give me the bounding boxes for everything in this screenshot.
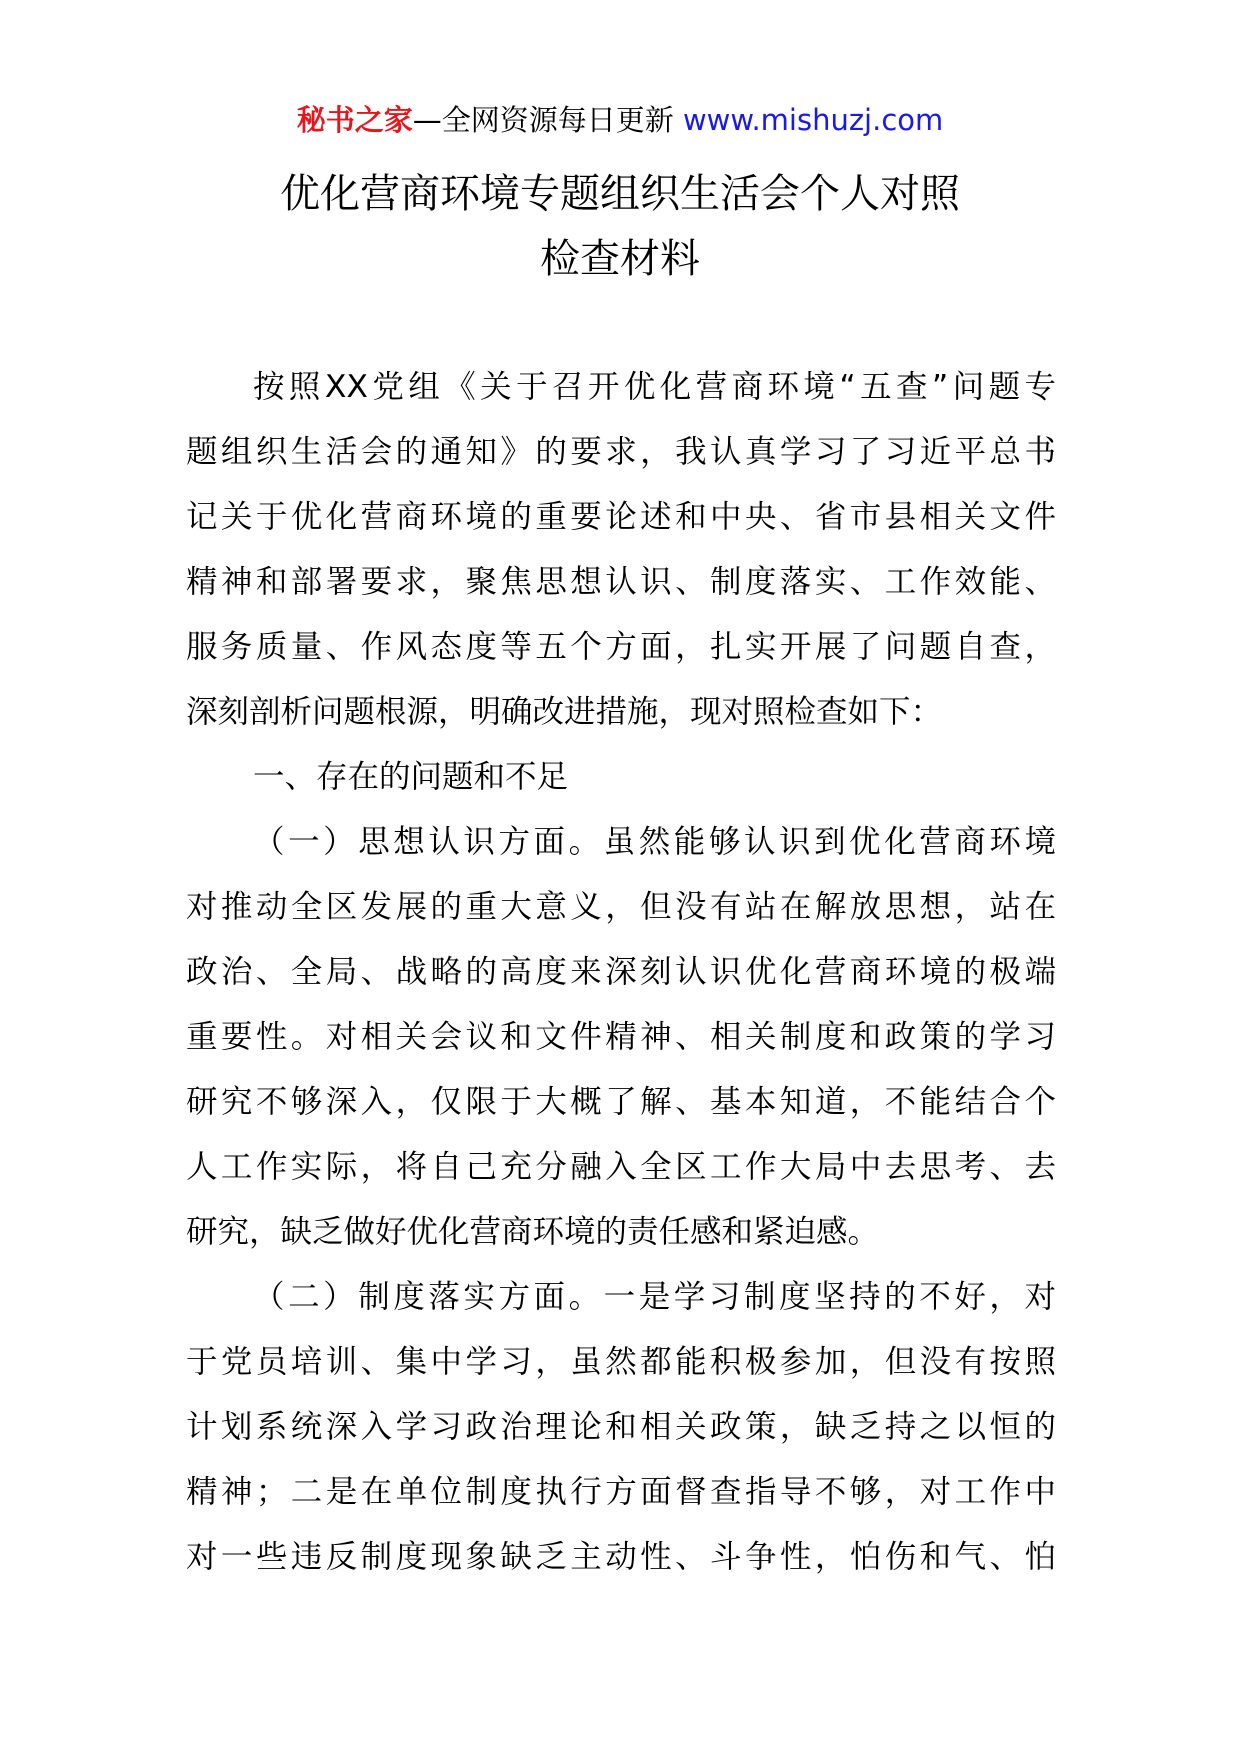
paragraph-line: 精神和部署要求，聚焦思想认识、制度落实、工作效能、 [186, 564, 1056, 600]
document-title-line-2: 检查材料 [540, 236, 700, 282]
paragraph-line: 研究不够深入，仅限于大概了解、基本知道，不能结合个 [186, 1084, 1056, 1120]
paragraph-line: 政治、全局、战略的高度来深刻认识优化营商环境的极端 [186, 954, 1056, 990]
paragraph-line: 题组织生活会的通知》的要求，我认真学习了习近平总书 [186, 434, 1056, 470]
site-header [0, 100, 1240, 140]
paragraph-line: 对推动全区发展的重大意义，但没有站在解放思想，站在 [186, 889, 1056, 925]
site-url: www.mishuzj.com [682, 103, 944, 137]
brand-name: 秘书之家 [296, 103, 413, 137]
paragraph-line: 对一些违反制度现象缺乏主动性、斗争性，怕伤和气、怕 [186, 1539, 1056, 1575]
paragraph-line: 于党员培训、集中学习，虽然都能积极参加，但没有按照 [186, 1344, 1056, 1380]
paragraph-line: （一）思想认识方面。虽然能够认识到优化营商环境 [253, 824, 1056, 860]
paragraph-line: （二）制度落实方面。一是学习制度坚持的不好，对 [253, 1279, 1056, 1315]
paragraph-line: 计划系统深入学习政治理论和相关政策，缺乏持之以恒的 [186, 1409, 1056, 1445]
paragraph-line: 人工作实际，将自己充分融入全区工作大局中去思考、去 [186, 1149, 1056, 1185]
section-heading: 一、存在的问题和不足 [253, 759, 569, 795]
paragraph-line: 研究，缺乏做好优化营商环境的责任感和紧迫感。 [186, 1214, 880, 1250]
document-body [186, 355, 1056, 1590]
document-title-line-1: 优化营商环境专题组织生活会个人对照 [280, 171, 960, 217]
paragraph-line: 深刻剖析问题根源，明确改进措施，现对照检查如下： [186, 694, 943, 730]
paragraph-line: 记关于优化营商环境的重要论述和中央、省市县相关文件 [186, 499, 1056, 535]
paragraph-line: 服务质量、作风态度等五个方面，扎实开展了问题自查， [186, 629, 1056, 665]
paragraph-line: 重要性。对相关会议和文件精神、相关制度和政策的学习 [186, 1019, 1056, 1055]
paragraph-line: 精神；二是在单位制度执行方面督查指导不够，对工作中 [186, 1474, 1056, 1510]
header-tagline: —全网资源每日更新 [412, 103, 683, 137]
paragraph-line: 按照XX党组《关于召开优化营商环境“五查”问题专 [253, 369, 1056, 405]
